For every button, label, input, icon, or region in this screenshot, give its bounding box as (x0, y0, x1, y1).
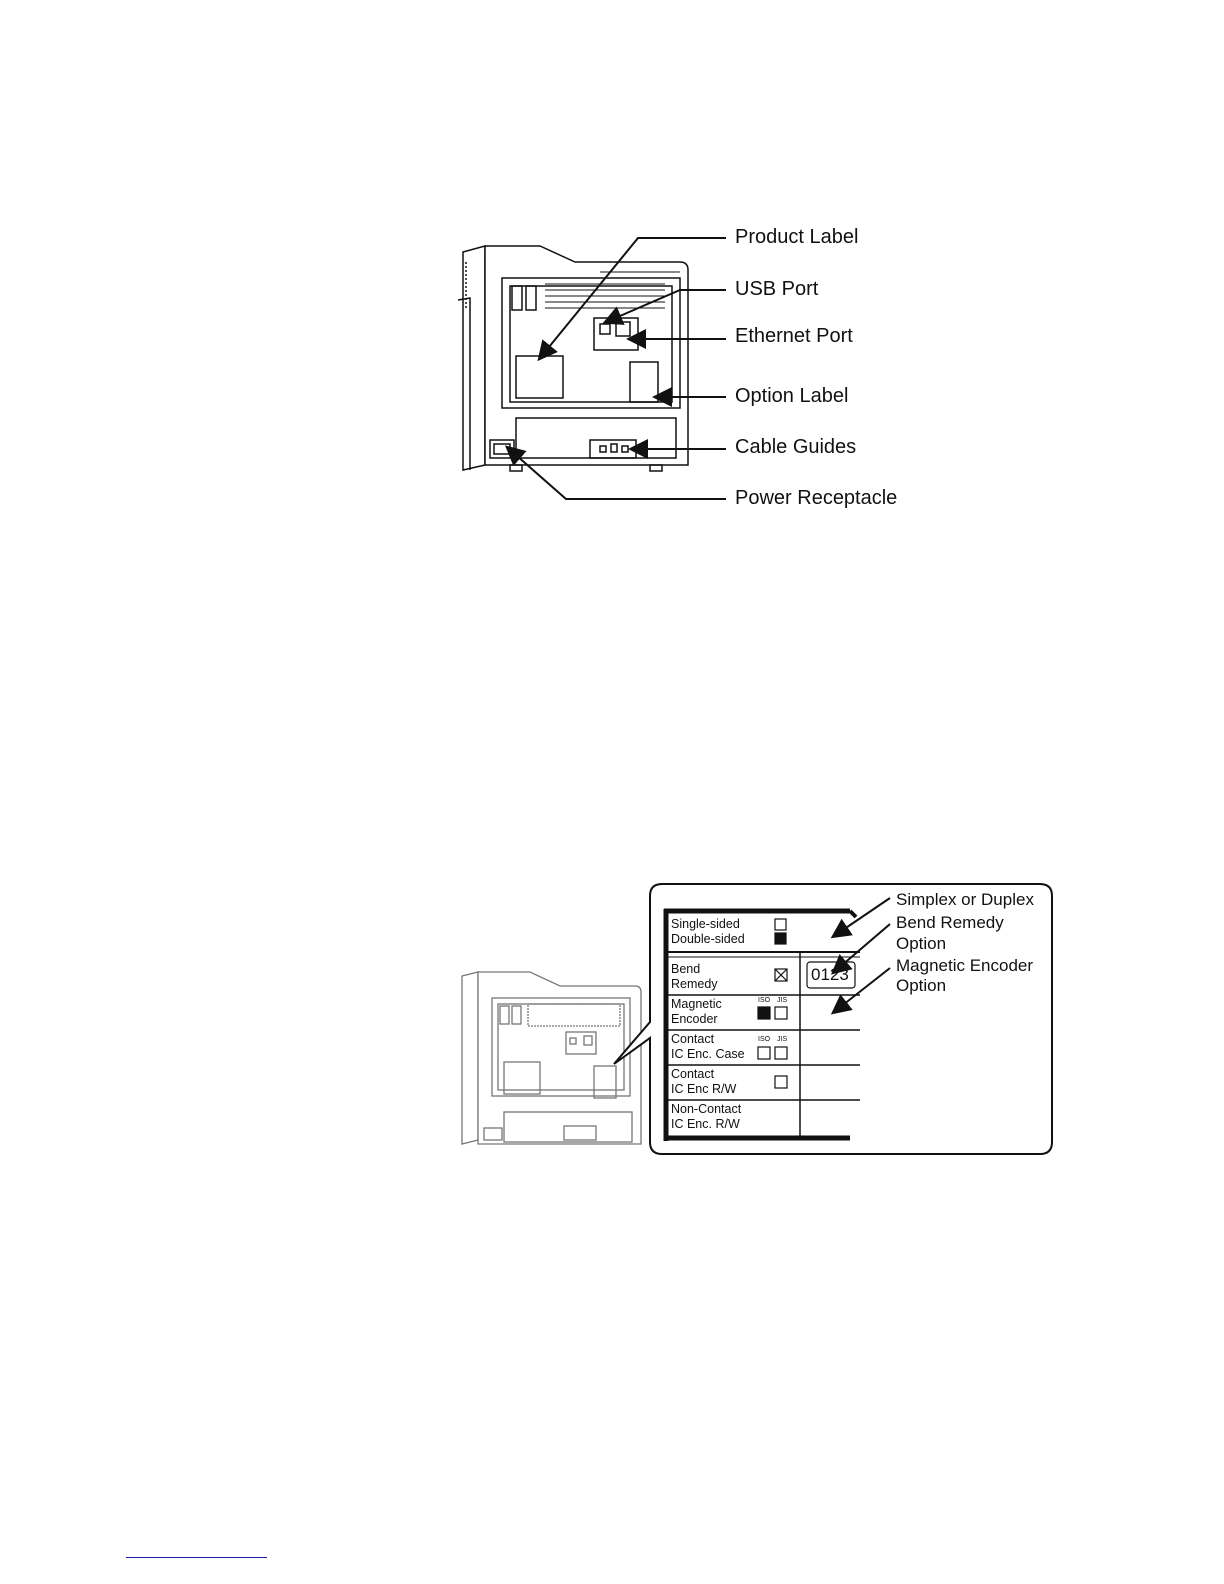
callout-magnetic-encoder-line2: Option (896, 976, 947, 995)
callout-ethernet-port: Ethernet Port (735, 325, 853, 347)
callout-magnetic-encoder-line1: Magnetic Encoder (896, 956, 1034, 975)
callout-option-label: Option Label (735, 385, 849, 407)
label-bend: Bend (671, 962, 701, 976)
label-iso-contact: ISO (758, 1036, 771, 1043)
label-ic-enc-case: IC Enc. Case (671, 1047, 745, 1061)
label-jis-magnetic: JIS (777, 997, 788, 1004)
label-ic-enc-rw-2: IC Enc. R/W (671, 1117, 740, 1131)
callout-simplex-duplex: Simplex or Duplex (896, 890, 1034, 909)
callout-bend-remedy-line2: Option (896, 934, 947, 953)
label-contact-2: Contact (671, 1067, 715, 1081)
callout-cable-guides: Cable Guides (735, 436, 857, 458)
label-double-sided: Double-sided (671, 932, 745, 946)
label-contact-1: Contact (671, 1032, 715, 1046)
label-iso-magnetic: ISO (758, 997, 771, 1004)
label-encoder: Encoder (671, 1012, 718, 1026)
callout-bend-remedy-line1: Bend Remedy (896, 913, 1004, 932)
footer-rule (126, 1557, 267, 1558)
callout-power-receptacle: Power Receptacle (735, 487, 898, 509)
callout-usb-port: USB Port (735, 278, 819, 300)
label-jis-contact: JIS (777, 1036, 788, 1043)
label-single-sided: Single-sided (671, 917, 740, 931)
label-ic-enc-rw: IC Enc R/W (671, 1082, 737, 1096)
small-printer (462, 972, 641, 1144)
label-non-contact: Non-Contact (671, 1102, 742, 1116)
label-magnetic: Magnetic (671, 997, 722, 1011)
label-remedy: Remedy (671, 977, 718, 991)
bend-remedy-value: 0123 (811, 965, 849, 984)
callout-product-label: Product Label (735, 226, 859, 248)
